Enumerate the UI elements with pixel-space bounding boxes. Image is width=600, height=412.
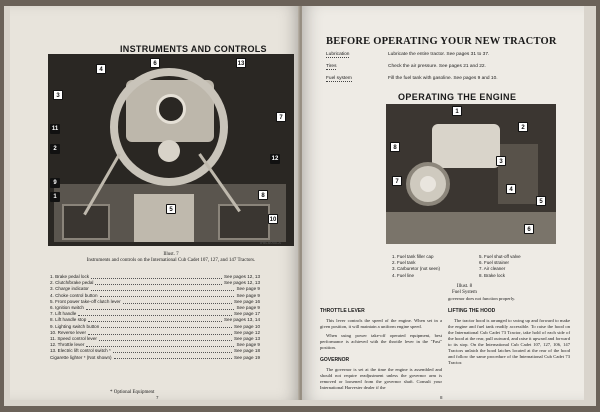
figure-label: Illust. 7 — [163, 252, 179, 257]
leader-dots — [114, 355, 232, 360]
callout-7: 7 — [276, 112, 286, 122]
callout-5: 5 — [166, 204, 176, 214]
checklist-text: Check the air pressure. See pages 21 and 22. — [388, 64, 486, 69]
leader-dots — [100, 293, 235, 298]
legend-page-ref: See pages 13, 14 — [223, 317, 260, 323]
legend-page-ref: See page 9 — [236, 292, 260, 298]
engine-callout-1: 1 — [452, 106, 462, 116]
engine-callout-2: 2 — [518, 122, 528, 132]
page-heading: BEFORE OPERATING YOUR NEW TRACTOR — [326, 36, 557, 47]
leader-dots — [101, 324, 232, 329]
leader-dots — [91, 274, 222, 279]
governor-paragraph: The governor is set at the time the engine is assembled and should not require readjustment unless the governor arm is removed or loosened from the governor shaft. Consult your International Harvester dealer if the — [320, 367, 442, 390]
leader-dots — [86, 342, 234, 347]
air-cleaner-center — [420, 176, 436, 192]
legend-page-ref: See page 18 — [233, 348, 260, 354]
legend-page-ref: See page 9 — [236, 305, 260, 311]
callout-6: 6 — [150, 58, 160, 68]
leader-dots — [91, 286, 235, 291]
checklist-item — [326, 76, 576, 81]
engine-callout-7: 7 — [392, 176, 402, 186]
leader-dots — [123, 299, 232, 304]
legend-page-ref: See pages 12, 13 — [223, 280, 260, 286]
engine-legend-item: 5. Fuel shut-off valve — [479, 254, 521, 259]
callout-3: 3 — [53, 90, 63, 100]
legend-page-ref: See pages 12, 13 — [223, 274, 260, 279]
lifting-paragraph: The tractor hood is arranged to swing up and forward to make the engine and fuel tank readily accessible. To raise the hood on the International Cub Cadet 73 Tractor, take hold of each side of the hood at the rear, pull outward, and raise it upward and forward to its stop. On the International Cub Cadet 107, 127, 106, 147 Tractors unlatch the hood latches located at the rear of the hood and follow the same procedure of the International Cub Cadet 73 Tractor. — [448, 318, 570, 365]
checklist-item — [326, 52, 576, 57]
page-number: 8 — [440, 395, 443, 400]
legend-page-ref: See page 9 — [236, 342, 260, 348]
leader-dots — [86, 305, 235, 310]
fuel-tank-shape — [432, 124, 500, 168]
figure-label: Illust. 8 — [456, 284, 473, 289]
governor-heading: GOVERNOR — [320, 357, 350, 363]
engine-legend-item: 3. Carburetor (not seen) — [392, 266, 441, 272]
figure-caption — [48, 252, 294, 264]
engine-legend-item: 2. Fuel tank — [392, 260, 416, 266]
lifting-heading: LIFTING THE HOOD — [448, 308, 496, 314]
optional-note: * Optional Equipment — [110, 390, 155, 395]
legend-page-ref: See page 9 — [236, 286, 260, 292]
steering-hub — [158, 140, 180, 162]
leader-dots — [113, 348, 232, 353]
legend-page-ref: See page 17 — [233, 311, 260, 317]
engine-legend-item: 7. Air cleaner — [479, 266, 506, 272]
engine-legend-item: 6. Fuel strainer — [479, 260, 510, 266]
legend-label: 9. Lighting switch button — [50, 323, 100, 329]
engine-legend-item: 8. Brake lock — [479, 272, 506, 278]
callout-8: 8 — [258, 190, 268, 200]
throttle-paragraph-1: This lever controls the speed of the engine. When set in a given position, it will maintain a uniform engine speed. — [320, 318, 442, 329]
leader-dots — [88, 317, 222, 322]
photo-tag: IHB-6055-A — [260, 240, 281, 245]
legend-label: 5. Front power take-off clutch lever — [50, 298, 121, 304]
legend-label: 4. Choke control button — [50, 292, 98, 298]
figure-caption-text: Instruments and controls on the International Cub Cadet 107, 127, and 147 Tractors. — [86, 258, 256, 263]
tractor-controls-photo — [48, 54, 294, 246]
callout-2: 2 — [50, 144, 60, 154]
legend-label: 6. Ignition switch — [50, 305, 84, 311]
checklist-label: Fuel system — [326, 76, 352, 81]
engine-callout-5: 5 — [536, 196, 546, 206]
legend-label: 11. Speed control lever — [50, 336, 97, 342]
controls-legend — [50, 274, 260, 361]
callout-11: 11 — [51, 126, 59, 132]
callout-10: 10 — [268, 214, 278, 224]
left-page — [10, 6, 300, 400]
legend-page-ref: See page 19 — [233, 354, 260, 360]
engine-pipe — [498, 144, 538, 204]
section-heading: OPERATING THE ENGINE — [398, 92, 517, 102]
engine-callout-3: 3 — [496, 156, 506, 166]
legend-label: 13. Electric lift control switch * — [50, 348, 111, 354]
figure-caption-text: Fuel System — [452, 290, 477, 295]
legend-label: 7. Lift handle — [50, 311, 77, 317]
leader-dots — [88, 330, 232, 335]
engine-legend-item: 1. Fuel tank filler cap — [392, 254, 434, 259]
leader-dots — [99, 336, 232, 341]
legend-label: 2. Clutch/brake pedal — [50, 280, 94, 286]
leader-dots — [78, 311, 232, 316]
engine-callout-4: 4 — [506, 184, 516, 194]
throttle-heading: THROTTLE LEVER — [320, 308, 365, 314]
floor-plate — [134, 194, 194, 242]
legend-page-ref: See page 12 — [233, 329, 260, 335]
page-title: INSTRUMENTS AND CONTROLS — [120, 44, 267, 54]
legend-page-ref: See page 16 — [233, 298, 260, 304]
legend-label: 8. Lift handle stop — [50, 317, 87, 323]
legend-page-ref: See page 13 — [233, 336, 260, 342]
checklist-text: Lubricate the entire tractor. See pages 31 to 37. — [388, 52, 490, 57]
engine-legend — [392, 254, 556, 279]
governor-continued: governor does not function properly. — [448, 296, 516, 301]
engine-callout-6: 6 — [524, 224, 534, 234]
right-page — [302, 6, 584, 400]
checklist-text: Fill the fuel tank with gasoline. See pages 9 and 10. — [388, 76, 498, 81]
legend-label: Cigarette lighter * (Not shown) — [50, 354, 112, 360]
text-column-right — [448, 296, 570, 366]
callout-9: 9 — [50, 178, 60, 188]
legend-page-ref: See page 10 — [233, 323, 260, 329]
callout-13: 13 — [236, 58, 246, 68]
leader-dots — [95, 280, 222, 285]
callout-4: 4 — [96, 64, 106, 74]
engine-legend-item: 4. Fuel line — [392, 272, 415, 278]
right-pedal — [218, 204, 270, 240]
legend-label: 12. Throttle lever — [50, 342, 85, 348]
checklist-label: Tires — [326, 64, 337, 69]
page-number: 7 — [156, 395, 159, 400]
callout-12: 12 — [271, 156, 279, 162]
text-column-left — [320, 302, 442, 391]
legend-label: 1. Brake pedal lock — [50, 274, 90, 279]
figure-caption — [452, 284, 477, 296]
legend-label: 3. Charge indicator — [50, 286, 89, 292]
legend-label: 10. Reverse lever — [50, 329, 87, 335]
throttle-paragraph-2: When using power take-off operated equipment, best performance is achieved with the throttle lever in the "Fast" position. — [320, 333, 442, 350]
engine-callout-8: 8 — [390, 142, 400, 152]
legend-row — [50, 355, 260, 361]
engine-photo — [386, 104, 556, 244]
checklist-item — [326, 64, 576, 69]
callout-1: 1 — [50, 192, 60, 202]
checklist-label: Lubrication — [326, 52, 350, 57]
